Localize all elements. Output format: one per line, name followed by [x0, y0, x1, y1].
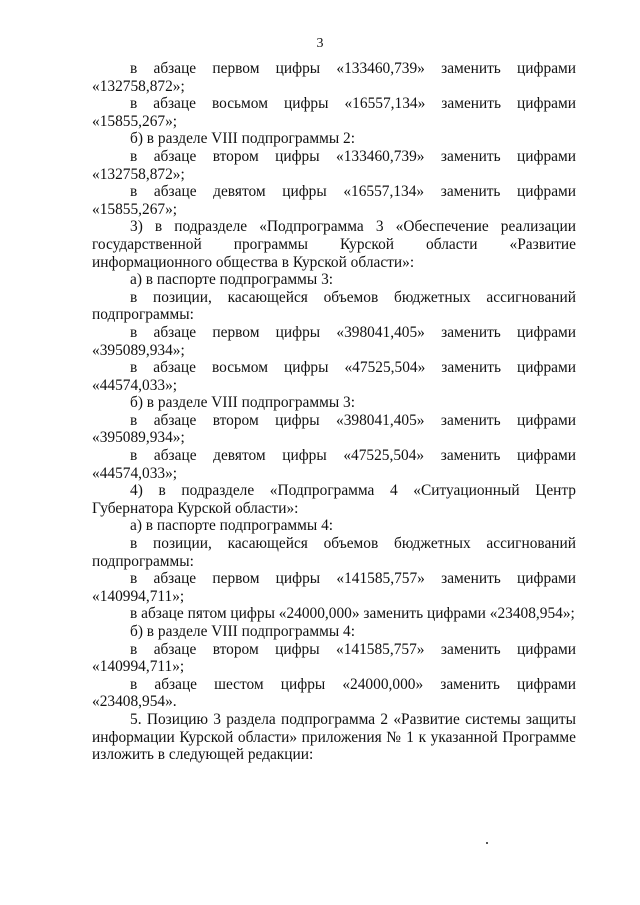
- paragraph: в абзаце девятом цифры «16557,134» заменить цифрами «15855,267»;: [92, 183, 576, 218]
- paragraph: 4) в подразделе «Подпрограмма 4 «Ситуационный Центр Губернатора Курской области»:: [92, 482, 576, 517]
- page-number: 3: [316, 36, 324, 51]
- paragraph: в абзаце шестом цифры «24000,000» заменить цифрами «23408,954».: [92, 675, 576, 711]
- paragraph: в абзаце втором цифры «133460,739» заменить цифрами «132758,872»;: [92, 147, 576, 183]
- paragraph: б) в разделе VIII подпрограммы 4:: [130, 623, 356, 640]
- paragraph: в позиции, касающейся объемов бюджетных ассигнований подпрограммы:: [92, 288, 576, 324]
- paragraph: в абзаце втором цифры «141585,757» заменить цифрами «140994,711»;: [92, 640, 576, 676]
- paragraph: в абзаце первом цифры «133460,739» заменить цифрами «132758,872»;: [92, 60, 576, 95]
- paragraph: в абзаце восьмом цифры «16557,134» заменить цифрами «15855,267»;: [92, 95, 576, 130]
- paragraph: 5. Позицию 3 раздела подпрограмма 2 «Развитие системы защиты информации Курской области» приложения № 1 к указанной Программе изложить в следующей редакции:: [92, 710, 576, 764]
- document-body: [92, 60, 576, 764]
- paragraph: в абзаце восьмом цифры «47525,504» заменить цифрами «44574,033»;: [92, 359, 576, 394]
- paragraph: в абзаце втором цифры «398041,405» заменить цифрами «395089,934»;: [92, 411, 576, 447]
- paragraph: а) в паспорте подпрограммы 4:: [130, 517, 334, 535]
- paragraph: в абзаце девятом цифры «47525,504» заменить цифрами «44574,033»;: [92, 447, 576, 482]
- paragraph: в абзаце первом цифры «398041,405» заменить цифрами «395089,934»;: [92, 323, 576, 359]
- paragraph: в позиции, касающейся объемов бюджетных ассигнований подпрограммы:: [92, 535, 576, 570]
- paragraph: б) в разделе VIII подпрограммы 2:: [130, 130, 356, 148]
- paragraph: б) в разделе VIII подпрограммы 3:: [130, 394, 356, 412]
- paragraph: в абзаце пятом цифры «24000,000» заменить цифрами «23408,954»;: [130, 605, 575, 623]
- scan-speck: [486, 842, 488, 844]
- paragraph: в абзаце первом цифры «141585,757» заменить цифрами «140994,711»;: [92, 570, 576, 605]
- paragraph: а) в паспорте подпрограммы 3:: [130, 271, 334, 289]
- paragraph: 3) в подразделе «Подпрограмма 3 «Обеспечение реализации государственной программы Курской области «Развитие информационного общества в Курской области»:: [92, 218, 576, 271]
